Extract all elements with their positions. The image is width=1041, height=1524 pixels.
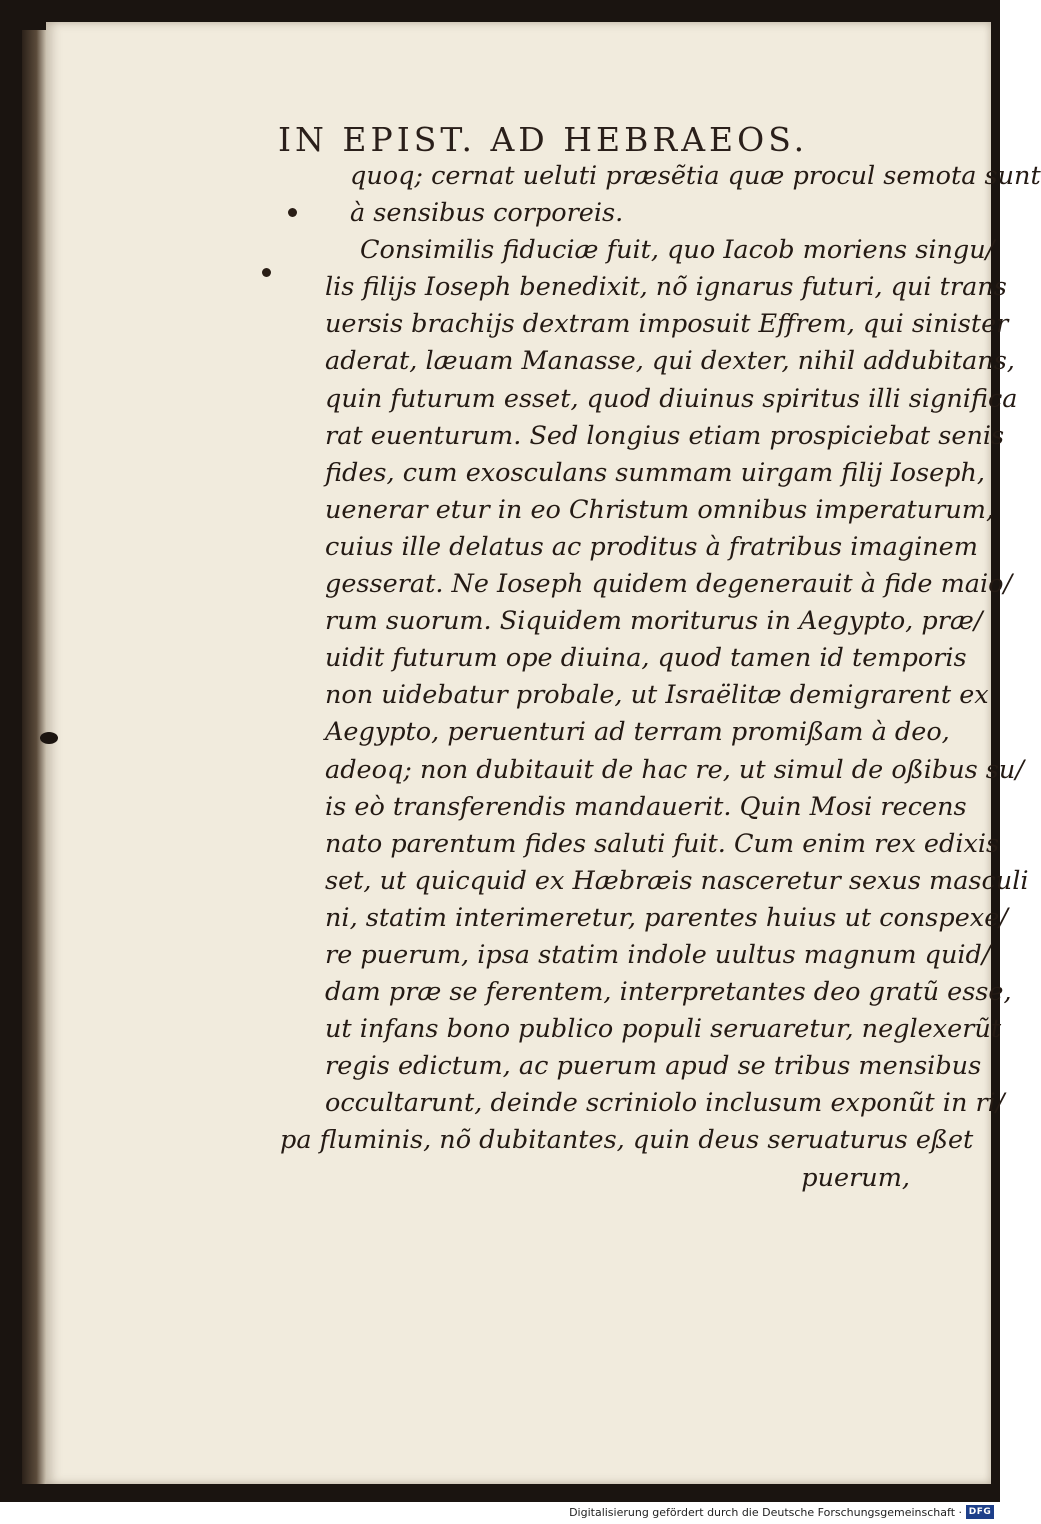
body-text — [280, 158, 1041, 1197]
text-line: occultarunt, deinde scriniolo inclusum exponũt in ri/ — [325, 1088, 1005, 1119]
text-line: rum suorum. Siquidem moriturus in Aegypto, præ/ — [325, 606, 983, 637]
text-line: gesserat. Ne Ioseph quidem degenerauit à fide maio/ — [325, 569, 1013, 600]
text-line: regis edictum, ac puerum apud se tribus mensibus — [325, 1051, 982, 1082]
text-line: uidit futurum ope diuina, quod tamen id temporis — [325, 643, 967, 674]
text-line: set, ut quicquid ex Hæbræis nasceretur sexus masculi — [325, 865, 1029, 896]
text-line: quoq; cernat ueluti præsẽtia quæ procul semota sunt — [350, 161, 1041, 191]
text-line: quin futurum esset, quod diuinus spiritus illi significa — [325, 383, 1018, 414]
text-line: cuius ille delatus ac proditus à fratribus imaginem — [325, 531, 978, 562]
text-line: nato parentum fides saluti fuit. Cum enim rex edixis — [325, 828, 1000, 859]
text-line: Aegypto, peruenturi ad terram promißam à deo, — [325, 717, 950, 748]
text-line: dam præ se ferentem, interpretantes deo gratũ esse, — [325, 977, 1012, 1008]
page-edge — [22, 30, 46, 1484]
text-line: ni, statim interimeretur, parentes huius ut conspexe/ — [325, 902, 1008, 933]
text-line: fides, cum exosculans summam uirgam filij Ioseph, — [325, 457, 986, 488]
text-line: Consimilis fiduciæ fuit, quo Iacob moriens singu/ — [360, 235, 995, 266]
dfg-logo-icon: DFG — [966, 1505, 994, 1519]
text-line: non uidebatur probale, ut Israëlitæ demigrarent ex — [325, 680, 989, 711]
catchword: puerum, — [801, 1162, 910, 1193]
text-line: rat euenturum. Sed longius etiam prospiciebat senis — [325, 420, 1005, 451]
text-line: aderat, læuam Manasse, qui dexter, nihil addubitans, — [325, 346, 1015, 377]
text-line: uersis brachijs dextram imposuit Effrem, qui sinister — [325, 309, 1009, 340]
text-line: re puerum, ipsa statim indole uultus magnum quid/ — [325, 939, 991, 970]
text-line: uenerar etur in eo Christum omnibus imperaturum, — [325, 494, 995, 525]
text-line: lis filijs Ioseph benedixit, nõ ignarus futuri, qui trans — [325, 272, 1007, 303]
text-line: à sensibus corporeis. — [350, 198, 624, 229]
text-line: is eò transferendis mandauerit. Quin Mosi recens — [325, 791, 967, 822]
margin-mark — [40, 732, 58, 744]
footer-bar — [0, 1502, 1000, 1524]
margin-dot — [262, 268, 271, 277]
text-line: adeoq; non dubitauit de hac re, ut simul de oßibus su/ — [325, 754, 1024, 785]
running-head: IN EPIST. AD HEBRAEOS. — [278, 120, 809, 159]
text-line: ut infans bono publico populi seruaretur, neglexerũt — [325, 1014, 1002, 1045]
text-line: pa fluminis, nõ dubitantes, quin deus seruaturus eßet — [280, 1125, 974, 1156]
funding-credit: Digitalisierung gefördert durch die Deutsche Forschungsgemeinschaft · — [569, 1506, 962, 1519]
